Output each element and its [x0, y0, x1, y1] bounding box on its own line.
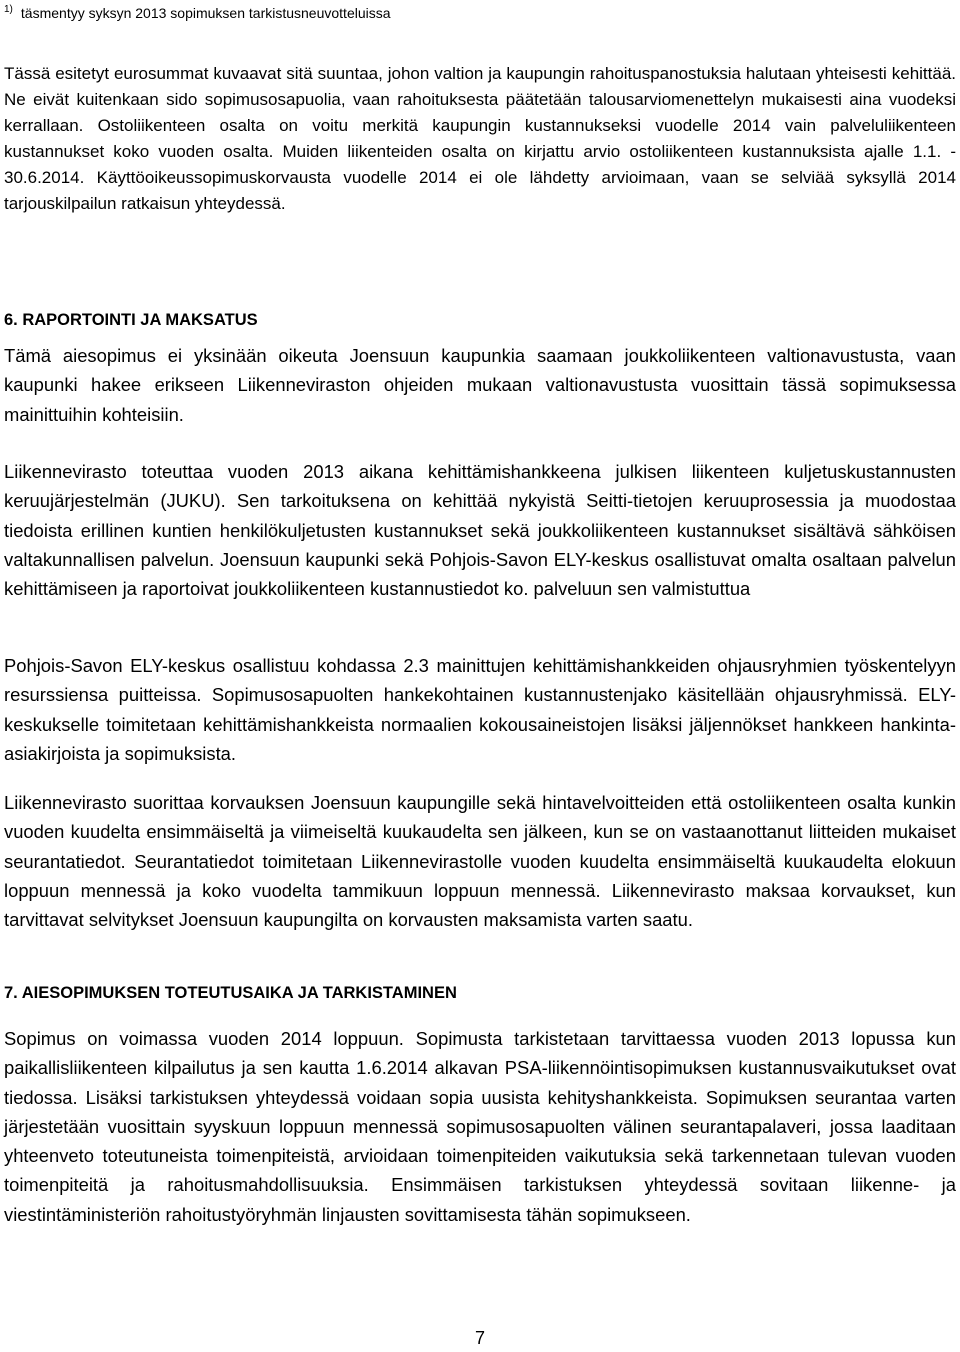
paragraph-eurosummat: Tässä esitetyt eurosummat kuvaavat sitä suuntaa, johon valtion ja kaupungin rahoituspanostuksia halutaan yhteisesti kehittää. Ne eivät kuitenkaan sido sopimusosapuolia, vaan rahoituksesta päätetään talousarviomenettelyn mukaisesti aina vuodeksi kerrallaan. Ostoliikenteen osalta on voitu merkitä kaupungin kustannukseksi vuodelle 2014 vain palveluliikenteen kustannukset koko vuoden osalta. Muiden liikenteiden osalta on kirjattu arvio ostoliikenteen kustannuksista ajalle 1.1. - 30.6.2014. Käyttöoikeussopimuskorvausta vuodelle 2014 ei ole lähdetty arvioimaan, vaan se selviää syksyllä 2014 tarjouskilpailun ratkaisun yhteydessä. [4, 64, 956, 213]
page-number: 7 [474, 1328, 485, 1348]
footnote-text: täsmentyy syksyn 2013 sopimuksen tarkistusneuvotteluissa [20, 5, 391, 21]
paragraph-korvaus: Liikennevirasto suorittaa korvauksen Joensuun kaupungille sekä hintavelvoitteiden että ostoliikenteen osalta kunkin vuoden kuudelta ensimmäiseltä ja viimeiseltä kuukaudelta sen jälkeen, kun se on vastaanottanut liitteiden mukaiset seurantatiedot. Seurantatiedot toimitetaan Liikennevirastolle vuoden kuudelta ensimmäiseltä kuukaudelta elokuun loppuun mennessä ja koko vuodelta tammikuun loppuun mennessä. Liikennevirasto maksaa korvaukset, kun tarvittavat selvitykset Joensuun kaupungilta on korvausten maksamista varten saatu. [4, 792, 956, 931]
footnote-marker: 1) [4, 4, 13, 15]
section-heading-6: 6. RAPORTOINTI JA MAKSATUS [4, 311, 258, 329]
paragraph-ely-keskus: Pohjois-Savon ELY-keskus osallistuu kohdassa 2.3 mainittujen kehittämishankkeiden ohjausryhmien työskentelyyn resurssiensa puitteissa. Sopimusosapuolten hankekohtainen kustannustenjako käsitellään ohjausryhmissä. ELY-keskukselle toimitetaan kehittämishankkeista normaalien kokousaineistojen lisäksi jäljennökset hankkeen hankinta-asiakirjoista ja sopimuksista. [4, 655, 956, 764]
section-heading-7: 7. AIESOPIMUKSEN TOTEUTUSAIKA JA TARKISTAMINEN [4, 984, 457, 1002]
footnote [4, 4, 391, 22]
paragraph-voimassaolo: Sopimus on voimassa vuoden 2014 loppuun. Sopimusta tarkistetaan tarvittaessa vuoden 2013 lopussa kun paikallisliikenteen kilpailutus ja sen kautta 1.6.2014 alkavan PSA-liikennöintisopimuksen kustannusvaikutukset ovat tiedossa. Lisäksi tarkistuksen yhteydessä voidaan sopia uusista kehityshankkeista. Sopimuksen seurantaa varten järjestetään vuosittain syyskuun loppuun mennessä sopimusosapuolten välinen seurantapalaveri, jossa laaditaan yhteenveto toteutuneista toimenpiteistä, arvioidaan toimenpiteiden vaikutuksia sekä tarkennetaan tulevan vuoden toimenpiteitä ja rahoitusmahdollisuuksia. Ensimmäisen tarkistuksen yhteydessä sovitaan liikenne- ja viestintäministeriön rahoitustyöryhmän linjausten sovittamisesta tähän sopimukseen. [4, 1028, 956, 1225]
paragraph-juku: Liikennevirasto toteuttaa vuoden 2013 aikana kehittämishankkeena julkisen liikenteen kuljetuskustannusten keruujärjestelmän (JUKU). Sen tarkoituksena on kehittää nykyistä Seitti-tietojen keruuprosessia ja muodostaa tiedoista erillinen kuntien henkilökuljetusten kustannukset sekä joukkoliikenteen kustannukset sisältävä sähköisen valtakunnallisen palvelun. Joensuun kaupunki sekä Pohjois-Savon ELY-keskus osallistuvat omalta osaltaan palvelun kehittämiseen ja raportoivat joukkoliikenteen kustannustiedot ko. palveluun sen valmistuttua [4, 461, 956, 600]
paragraph-valtionavustus: Tämä aiesopimus ei yksinään oikeuta Joensuun kaupunkia saamaan joukkoliikenteen valtionavustusta, vaan kaupunki hakee erikseen Liikenneviraston ohjeiden mukaan valtionavustusta vuosittain tässä sopimuksessa mainittuihin kohteisiin. [4, 345, 956, 425]
